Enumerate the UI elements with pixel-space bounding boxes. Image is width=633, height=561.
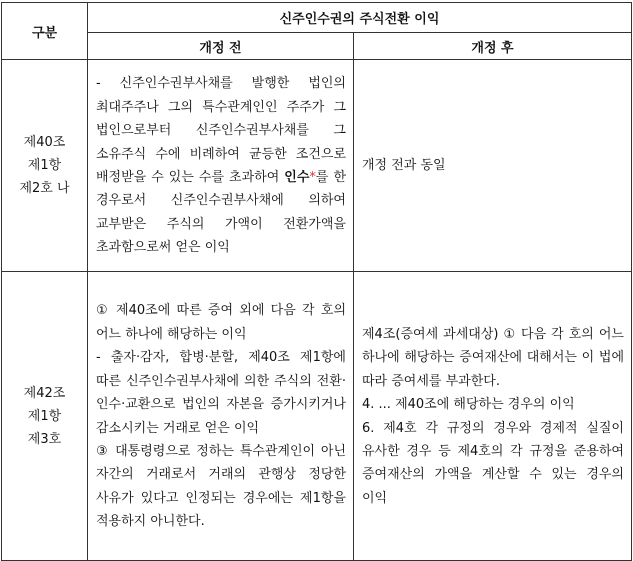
section-cell	[2, 272, 88, 561]
after-cell: 개정 전과 동일	[354, 60, 632, 272]
section-cell	[2, 60, 88, 272]
section-line: 제1항	[27, 158, 62, 173]
section-line: 제1항	[27, 408, 62, 424]
header-after: 개정 후	[354, 33, 632, 60]
table-row	[2, 272, 632, 561]
footnote-star: *	[309, 170, 316, 185]
section-line: 제3호	[27, 431, 62, 447]
comparison-table	[1, 2, 632, 561]
header-gubun: 구분	[2, 3, 88, 60]
header-before: 개정 전	[88, 33, 354, 60]
before-cell	[88, 60, 354, 272]
after-paragraph: 4. ... 제40조에 해당하는 경우의 이익	[362, 397, 575, 413]
section-line: 제42조	[23, 385, 66, 401]
section-line: 제40조	[23, 135, 66, 150]
before-text-bold: 인수	[284, 170, 310, 185]
before-text	[96, 72, 346, 259]
before-paragraph: ① 제40조에 따른 증여 외에 다음 각 호의 어느 하나에 해당하는 이익	[96, 303, 346, 342]
after-paragraph: 제4조(증여세 과세대상) ① 다음 각 호의 어느 하나에 해당하는 증여재산에 대해서는 이 법에 따라 증여세를 부과한다.	[362, 326, 624, 389]
table-row	[2, 60, 632, 272]
after-paragraph: 6. 제4호 각 규정의 경우와 경제적 실질이 유사한 경우 등 제4호의 각 규정을 준용하여 증여재산의 가액을 계산할 수 있는 경우의 이익	[362, 420, 624, 506]
section-line: 제2호 나	[19, 181, 70, 196]
before-cell	[88, 272, 354, 561]
header-title: 신주인수권의 주식전환 이익	[88, 3, 632, 33]
after-cell	[354, 272, 632, 561]
before-text-pre: - 신주인수권부사채를 발행한 법인의 최대주주나 그의 특수관계인인 주주가 그 법인으로부터 신주인수권부사채를 그 소유주식 수에 비례하여 균등한 조건으로 배정받을 수 있는 수를 초과하여	[96, 76, 346, 185]
before-text-post: 를 한 경우로서 신주인수권부사채에 의하여 교부받은 주식의 가액이 전환가액을 초과함으로써 얻은 이익	[96, 170, 347, 256]
before-paragraph: ③ 대통령령으로 정하는 특수관계인이 아닌 자간의 거래로서 거래의 관행상 정당한 사유가 있다고 인정되는 경우에는 제1항을 적용하지 아니한다.	[96, 443, 346, 530]
before-paragraph: - 출자·감자, 합병·분할, 제40조 제1항에 따른 신주인수권부사채에 의한 주식의 전환·인수·교환으로 법인의 자본을 증가시키거나 감소시키는 거래로 얻은 이익	[96, 350, 346, 436]
